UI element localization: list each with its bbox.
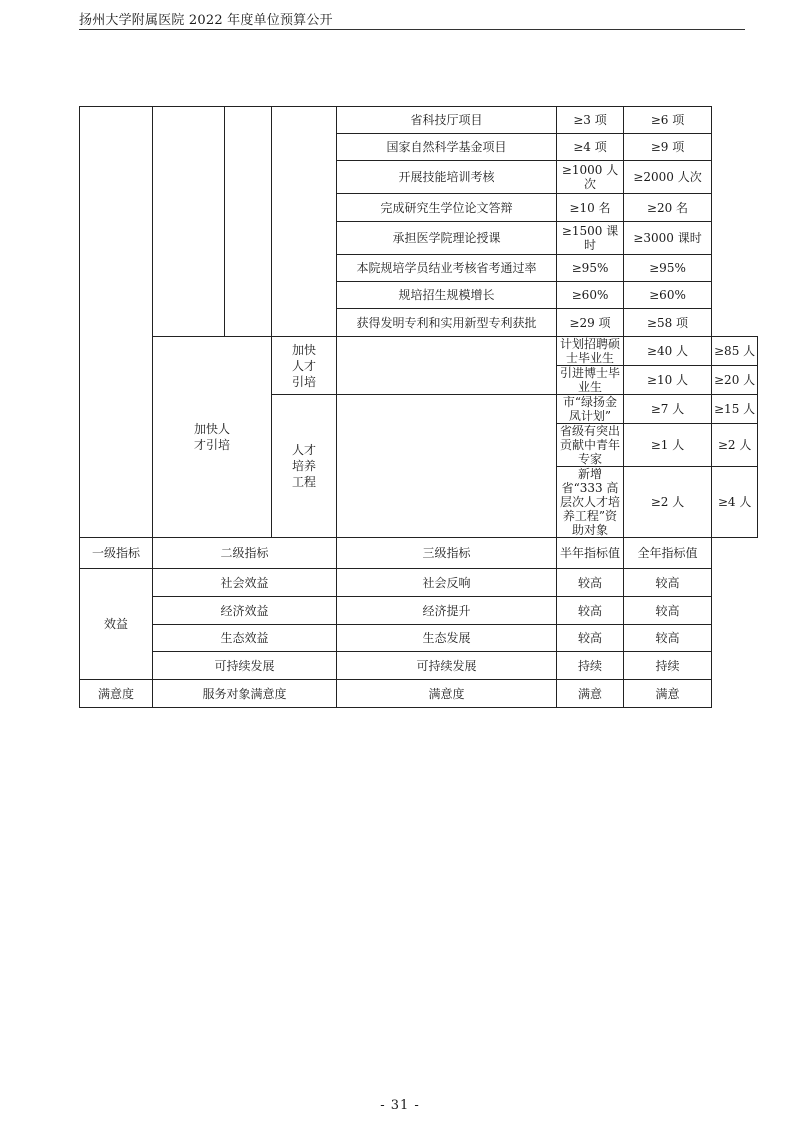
level3-indicator: 市“绿扬金凤计划” xyxy=(557,395,624,424)
table-row xyxy=(80,652,758,680)
talent-subgroup-label: 加快人才引培 xyxy=(272,337,337,395)
level2-indicator: 可持续发展 xyxy=(153,652,337,680)
level3-indicator: 社会反响 xyxy=(337,569,557,597)
table-row xyxy=(80,680,758,708)
full-year-value: 较高 xyxy=(624,597,712,625)
level1-satisfaction: 满意度 xyxy=(80,680,153,708)
half-year-value: ≥4 项 xyxy=(557,134,624,161)
performance-indicator-table xyxy=(79,106,758,708)
page-header-title: 扬州大学附属医院 2022 年度单位预算公开 xyxy=(79,13,333,28)
level3-indicator: 新增省“333 高层次人才培养工程”资助对象 xyxy=(557,467,624,538)
half-year-value: ≥40 人 xyxy=(624,337,712,366)
table-row xyxy=(80,569,758,597)
level2-indicator: 生态效益 xyxy=(153,625,337,652)
level3-indicator: 引进博士毕业生 xyxy=(557,366,624,395)
level3-indicator: 经济提升 xyxy=(337,597,557,625)
header-level1: 一级指标 xyxy=(80,538,153,569)
page-number: - 31 - xyxy=(380,1098,420,1113)
level3-indicator: 省级有突出贡献中青年专家 xyxy=(557,424,624,467)
half-year-value: ≥60% xyxy=(557,282,624,309)
level2-talent-category: 加快人才引培 xyxy=(153,337,272,538)
full-year-value: ≥2 人 xyxy=(712,424,758,467)
level3-indicator: 满意度 xyxy=(337,680,557,708)
header-divider xyxy=(79,29,745,30)
subgroup-cell-continued xyxy=(272,107,337,337)
half-year-value: ≥2 人 xyxy=(624,467,712,538)
half-year-value: 较高 xyxy=(557,625,624,652)
level3-indicator: 可持续发展 xyxy=(337,652,557,680)
half-year-value: 持续 xyxy=(557,652,624,680)
full-year-value: ≥85 人 xyxy=(712,337,758,366)
header-half-year: 半年指标值 xyxy=(557,538,624,569)
table-header-row xyxy=(80,538,758,569)
level3-indicator: 完成研究生学位论文答辩 xyxy=(337,194,557,222)
header-level3: 三级指标 xyxy=(337,538,557,569)
level3-indicator: 承担医学院理论授课 xyxy=(337,222,557,255)
table-row xyxy=(80,625,758,652)
full-year-value: ≥20 名 xyxy=(624,194,712,222)
header-level2: 二级指标 xyxy=(153,538,337,569)
half-year-value: ≥1000 人次 xyxy=(557,161,624,194)
talent-subgroup-spacer xyxy=(337,337,557,395)
level1-cell-continued xyxy=(80,107,153,538)
full-year-value: 持续 xyxy=(624,652,712,680)
table-row xyxy=(80,107,758,134)
half-year-value: ≥3 项 xyxy=(557,107,624,134)
full-year-value: ≥6 项 xyxy=(624,107,712,134)
level3-indicator: 获得发明专利和实用新型专利获批 xyxy=(337,309,557,337)
half-year-value: 较高 xyxy=(557,597,624,625)
full-year-value: ≥58 项 xyxy=(624,309,712,337)
half-year-value: ≥10 人 xyxy=(624,366,712,395)
half-year-value: 较高 xyxy=(557,569,624,597)
half-year-value: ≥10 名 xyxy=(557,194,624,222)
half-year-value: ≥1 人 xyxy=(624,424,712,467)
level3-indicator: 开展技能培训考核 xyxy=(337,161,557,194)
talent-subgroup-spacer xyxy=(337,395,557,538)
half-year-value: ≥95% xyxy=(557,255,624,282)
level2-indicator: 经济效益 xyxy=(153,597,337,625)
full-year-value: 满意 xyxy=(624,680,712,708)
table-row xyxy=(80,337,758,366)
half-year-value: 满意 xyxy=(557,680,624,708)
half-year-value: ≥29 项 xyxy=(557,309,624,337)
half-year-value: ≥1500 课时 xyxy=(557,222,624,255)
level2-indicator: 服务对象满意度 xyxy=(153,680,337,708)
level3-indicator: 计划招聘硕士毕业生 xyxy=(557,337,624,366)
full-year-value: 较高 xyxy=(624,569,712,597)
level3-indicator: 本院规培学员结业考核省考通过率 xyxy=(337,255,557,282)
level2-cell-continued xyxy=(153,107,225,337)
table-row xyxy=(80,597,758,625)
level3-indicator: 规培招生规模增长 xyxy=(337,282,557,309)
full-year-value: ≥2000 人次 xyxy=(624,161,712,194)
full-year-value: ≥60% xyxy=(624,282,712,309)
level2-indicator: 社会效益 xyxy=(153,569,337,597)
full-year-value: ≥20 人 xyxy=(712,366,758,395)
half-year-value: ≥7 人 xyxy=(624,395,712,424)
full-year-value: ≥15 人 xyxy=(712,395,758,424)
full-year-value: ≥9 项 xyxy=(624,134,712,161)
level3-indicator: 生态发展 xyxy=(337,625,557,652)
full-year-value: 较高 xyxy=(624,625,712,652)
level3-indicator: 国家自然科学基金项目 xyxy=(337,134,557,161)
level3-indicator: 省科技厅项目 xyxy=(337,107,557,134)
level1-benefit: 效益 xyxy=(80,569,153,680)
talent-subgroup-label: 人才培养工程 xyxy=(272,395,337,538)
full-year-value: ≥95% xyxy=(624,255,712,282)
full-year-value: ≥3000 课时 xyxy=(624,222,712,255)
subgroup-cell-continued xyxy=(225,107,272,337)
full-year-value: ≥4 人 xyxy=(712,467,758,538)
header-full-year: 全年指标值 xyxy=(624,538,712,569)
